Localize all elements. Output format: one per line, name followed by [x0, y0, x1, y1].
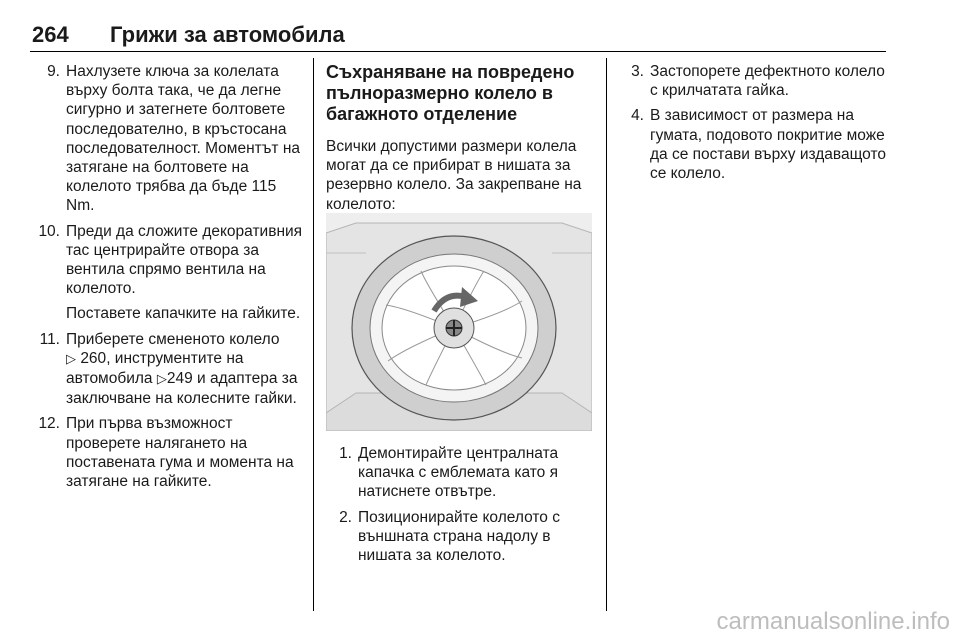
list-text: В зависимост от размера на гумата, подовото покритие може да се постави върху издаващото се колело. [650, 107, 886, 183]
list-item [34, 330, 304, 409]
list-item [34, 414, 304, 491]
list-item [34, 62, 304, 216]
column-middle-list [326, 444, 596, 571]
column-divider-1 [313, 58, 314, 611]
list-item [618, 106, 888, 183]
list-item [326, 508, 596, 566]
section-heading: Съхраняване на повредено пълноразмерно колело в багажното отделение [326, 62, 575, 124]
list-text-part: , инструментите на автомобила [66, 349, 244, 388]
list-number: 3. [631, 63, 644, 80]
list-item [618, 62, 888, 100]
list-number: 11. [39, 330, 60, 348]
list-text: Нахлузете ключа за колелата върху болта така, че да легне сигурно и затегнете болтовете последователно, в кръстосана последователност. Моментът на затягане на болтовете на колелото трябва да бъде 115 Nm. [66, 63, 301, 215]
column-middle [326, 62, 596, 226]
page-number: 264 [32, 22, 69, 47]
column-right [618, 62, 888, 189]
cross-reference-arrow-icon: ▷ [66, 351, 76, 367]
list-number: 2. [339, 508, 352, 526]
column-left [34, 62, 304, 497]
list-text: Позиционирайте колелото с външната страна надолу в нишата за колелото. [358, 508, 560, 565]
list-text: Демонтирайте централната капачка с емблемата като я натиснете отвътре. [358, 445, 559, 501]
watermark-text: carmanualsonline.info [716, 608, 950, 635]
page-header [0, 0, 960, 56]
list-subparagraph: Поставете капачките на гайките. [66, 305, 301, 323]
cross-reference-page[interactable]: 249 [166, 370, 193, 388]
list-item [326, 444, 596, 502]
list-number: 12. [38, 415, 60, 433]
list-item [34, 222, 304, 299]
cross-reference-arrow-icon: ▷ [156, 372, 167, 388]
list-text: Преди да сложите декоративния тас центрирайте отвора за вентила спрямо вентила на колелото. [66, 222, 303, 298]
cross-reference-page[interactable]: 260 [80, 349, 107, 367]
list-text: При първа възможност проверете налягането на поставената гума и момента на затягане на гайките. [66, 415, 294, 491]
list-text: Застопорете дефектното колело с крилчатата гайка. [650, 63, 885, 100]
section-paragraph: Всички допустими размери колела могат да се прибират в нишата за резервно колело. За закрепване на колелото: [326, 138, 582, 213]
list-number: 10. [38, 222, 60, 240]
column-divider-2 [606, 58, 607, 611]
list-text-part: и адаптера за заключване на колесните гайки. [66, 370, 298, 408]
list-number: 1. [339, 445, 352, 462]
list-text [66, 330, 304, 409]
spare-wheel-illustration [326, 213, 592, 431]
list-text-part: Приберете смененото колело [66, 330, 280, 348]
page-title: Грижи за автомобила [110, 22, 345, 47]
list-number: 4. [631, 107, 644, 125]
header-divider [30, 51, 886, 52]
list-number: 9. [47, 63, 60, 80]
